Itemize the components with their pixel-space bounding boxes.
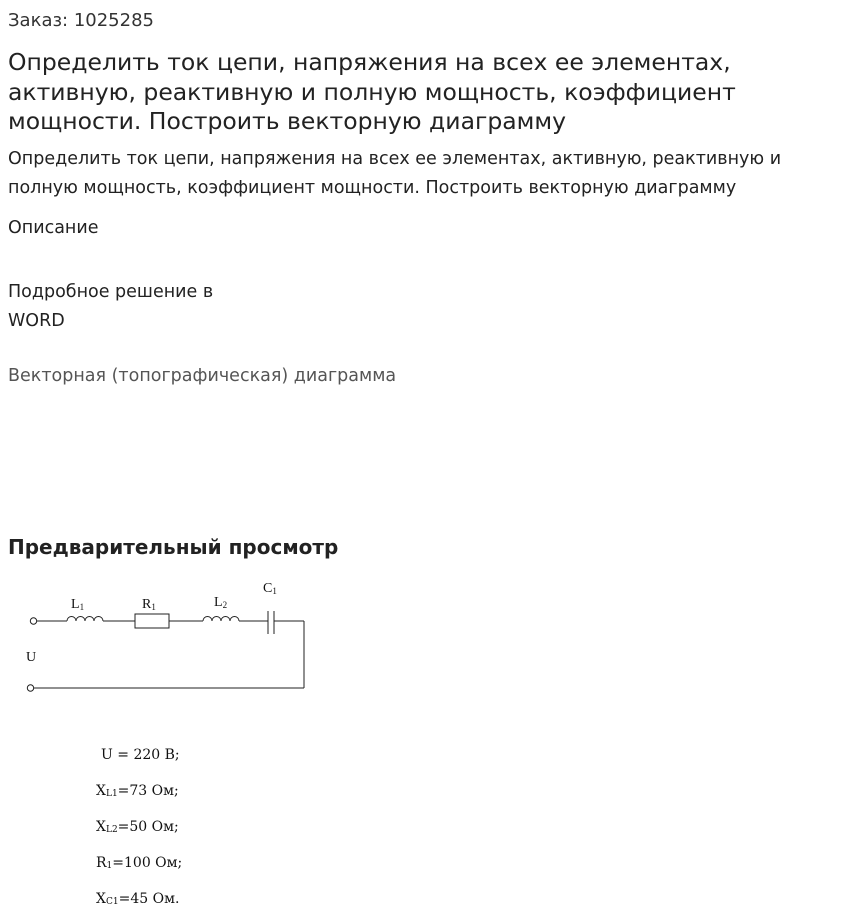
label-c1: C1 (263, 581, 277, 596)
terminal-top (30, 618, 36, 624)
resistor-r1 (135, 614, 169, 628)
label-l2: L2 (214, 595, 228, 610)
inductor-l2 (203, 617, 239, 622)
order-number: Заказ: 1025285 (8, 10, 154, 31)
description-label: Описание (8, 218, 99, 238)
preview-heading: Предварительный просмотр (8, 535, 339, 559)
solution-format-line-1: Подробное решение в (8, 282, 214, 302)
label-u: U (26, 650, 37, 665)
label-l1: L1 (71, 597, 85, 612)
label-r1: R1 (142, 597, 156, 612)
vector-diagram-label: Векторная (топографическая) диаграмма (8, 366, 397, 386)
task-description: Определить ток цепи, напряжения на всех ее элементах, активную, реактивную и полную мощность, коэффициент мощности. Построить векторную диаграмму (8, 149, 782, 198)
solution-format-line-2: WORD (8, 311, 65, 331)
param-r1: $R_1=100$ Ом; (96, 855, 183, 871)
param-xl2: $X_{L2}=50$ Ом; (96, 819, 179, 835)
page-title: Определить ток цепи, напряжения на всех ее элементах, активную, реактивную и полную мощность, коэффициент мощности. Построить векторную диаграмму (8, 48, 736, 135)
param-xl1: $X_{L1}=73$ Ом; (96, 783, 179, 799)
terminal-bottom (27, 685, 33, 691)
param-xc1: $X_{C1}=45$ Ом. (96, 891, 180, 907)
solution-format (8, 278, 213, 336)
circuit-diagram (20, 574, 320, 699)
param-voltage: U = 220 В; (101, 747, 180, 763)
inductor-l1 (67, 617, 103, 622)
